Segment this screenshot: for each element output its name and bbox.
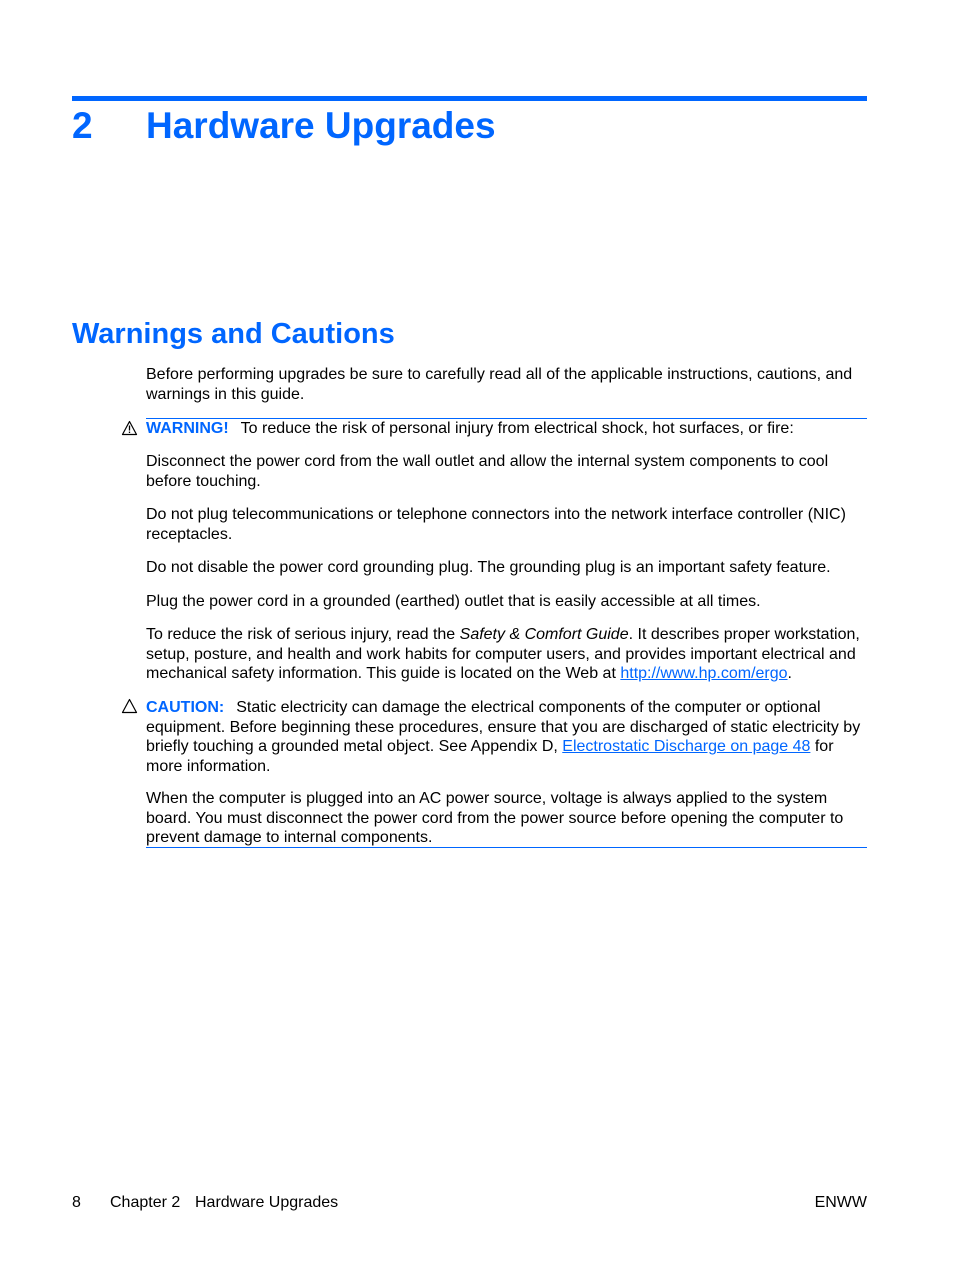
notice-bottom-rule: [146, 847, 867, 848]
footer-code: ENWW: [814, 1194, 867, 1211]
caution-note: When the computer is plugged into an AC power source, voltage is always applied to the system board. You must disconnect the power cord from the power source before opening the computer to prevent damage to internal components.: [146, 790, 844, 846]
caution-triangle-icon: [121, 698, 138, 714]
chapter-title: Hardware Upgrades: [146, 105, 496, 146]
ergo-link[interactable]: http://www.hp.com/ergo: [620, 665, 788, 682]
warning-item-4: Plug the power cord in a grounded (earthed) outlet that is easily accessible at all times.: [146, 593, 761, 610]
esd-link[interactable]: Electrostatic Discharge on page 48: [562, 738, 811, 755]
footer-chapter-title: Hardware Upgrades: [195, 1194, 339, 1211]
guide-text-before: To reduce the risk of serious injury, read the: [146, 626, 460, 643]
warning-paragraph: [146, 419, 870, 439]
warning-item-2: Do not plug telecommunications or telephone connectors into the network interface controller (NIC) receptacles.: [146, 506, 846, 543]
safety-guide-paragraph: [146, 625, 870, 684]
caution-text-after: for more information.: [146, 738, 834, 775]
caution-text-before: Static electricity can damage the electrical components of the computer or optional equipment. Before beginning these procedures, ensure that you are discharged of static electricity by briefly touching a grounded metal object. See Appendix D,: [146, 699, 861, 755]
chapter-heading: [72, 101, 496, 151]
section-title: Warnings and Cautions: [72, 318, 395, 350]
warning-item-3: Do not disable the power cord grounding plug. The grounding plug is an important safety feature.: [146, 559, 831, 576]
guide-text-after: . It describes proper workstation, setup, posture, and health and work habits for computer users, and provides important electrical and mechanical safety information. This guide is located on the Web at: [146, 626, 860, 682]
warning-label: WARNING!: [146, 420, 229, 437]
intro-paragraph: Before performing upgrades be sure to carefully read all of the applicable instructions, cautions, and warnings in this guide.: [146, 366, 853, 403]
safety-guide-title: Safety & Comfort Guide: [459, 626, 629, 643]
warning-text: To reduce the risk of personal injury from electrical shock, hot surfaces, or fire:: [240, 420, 794, 437]
footer-page-number: 8: [72, 1194, 81, 1211]
guide-text-end: .: [787, 665, 792, 682]
warning-item-1: Disconnect the power cord from the wall outlet and allow the internal system components to cool before touching.: [146, 453, 829, 490]
footer-chapter-label: Chapter 2: [110, 1194, 181, 1211]
caution-label: CAUTION:: [146, 699, 225, 716]
chapter-number: 2: [72, 105, 93, 146]
warning-triangle-icon: [121, 420, 138, 436]
caution-paragraph: [146, 698, 870, 776]
